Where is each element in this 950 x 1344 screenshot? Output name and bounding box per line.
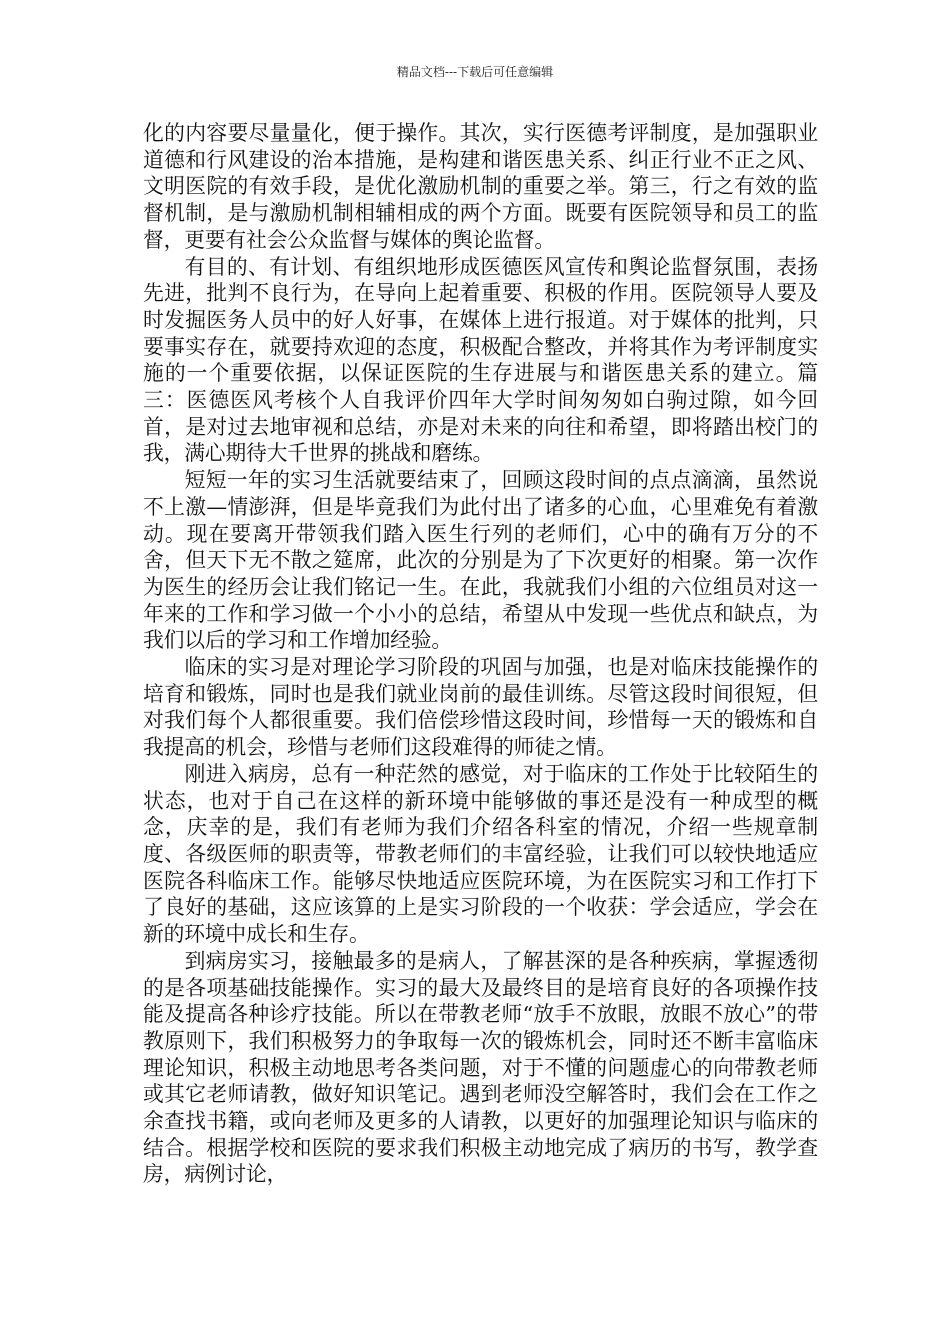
document-body xyxy=(143,120,818,1188)
paragraph-1: 化的内容要尽量量化，便于操作。其次，实行医德考评制度，是加强职业道德和行风建设的治本措施，是构建和谐医患关系、纠正行业不正之风、文明医院的有效手段，是优化激励机制的重要之举。第三，行之有效的监督机制，是与激励机制相辅相成的两个方面。既要有医院领导和员工的监督，更要有社会公众监督与媒体的舆论监督。 xyxy=(143,121,818,252)
paragraph-2: 有目的、有计划、有组织地形成医德医风宣传和舆论监督氛围，表扬先进，批判不良行为，在导向上起着重要、积极的作用。医院领导人要及时发掘医务人员中的好人好事，在媒体上进行报道。对于媒体的批判，只要事实存在，就要持欢迎的态度，积极配合整改，并将其作为考评制度实施的一个重要依据，以保证医院的生存进展与和谐医患关系的建立。篇三：医德医风考核个人自我评价四年大学时间匆匆如白驹过隙，如今回首，是对过去地审视和总结，亦是对未来的向往和希望，即将踏出校门的我，满心期待大千世界的挑战和磨练。 xyxy=(143,254,818,466)
paragraph-6: 到病房实习，接触最多的是病人，了解甚深的是各种疾病，掌握透彻的是各项基础技能操作。实习的最大及最终目的是培育良好的各项操作技能及提高各种诊疗技能。所以在带教老师“放手不放眼，放眼不放心”的带教原则下，我们积极努力的争取每一次的锻炼机会，同时还不断丰富临床理论知识，积极主动地思考各类问题，对于不懂的问题虚心的向带教老师或其它老师请教，做好知识笔记。遇到老师没空解答时，我们会在工作之余查找书籍，或向老师及更多的人请教，以更好的加强理论知识与临床的结合。根据学校和医院的要求我们积极主动地完成了病历的书写，教学查房，病例讨论， xyxy=(143,948,818,1187)
page-header: 精品文档---下载后可任意编辑 xyxy=(396,65,554,79)
paragraph-4: 临床的实习是对理论学习阶段的巩固与加强，也是对临床技能操作的培育和锻炼，同时也是我们就业岗前的最佳训练。尽管这段时间很短，但对我们每个人都很重要。我们倍偿珍惜这段时间，珍惜每一天的锻炼和自我提高的机会，珍惜与老师们这段难得的师徒之情。 xyxy=(143,655,818,760)
paragraph-5: 刚进入病房，总有一种茫然的感觉，对于临床的工作处于比较陌生的状态，也对于自己在这样的新环境中能够做的事还是没有一种成型的概念，庆幸的是，我们有老师为我们介绍各科室的情况，介绍一些规章制度、各级医师的职责等，带教老师们的丰富经验，让我们可以较快地适应医院各科临床工作。能够尽快地适应医院环境，为在医院实习和工作打下了良好的基础，这应该算的上是实习阶段的一个收获：学会适应，学会在新的环境中成长和生存。 xyxy=(143,761,818,947)
paragraph-3: 短短一年的实习生活就要结束了，回顾这段时间的点点滴滴，虽然说不上激—情澎湃，但是毕竟我们为此付出了诸多的心血，心里难免有着激动。现在要离开带领我们踏入医生行列的老师们，心中的确有万分的不舍，但天下无不散之筵席，此次的分别是为了下次更好的相聚。第一次作为医生的经历会让我们铭记一生。在此，我就我们小组的六位组员对这一年来的工作和学习做一个小小的总结，希望从中发现一些优点和缺点，为我们以后的学习和工作增加经验。 xyxy=(143,468,818,653)
